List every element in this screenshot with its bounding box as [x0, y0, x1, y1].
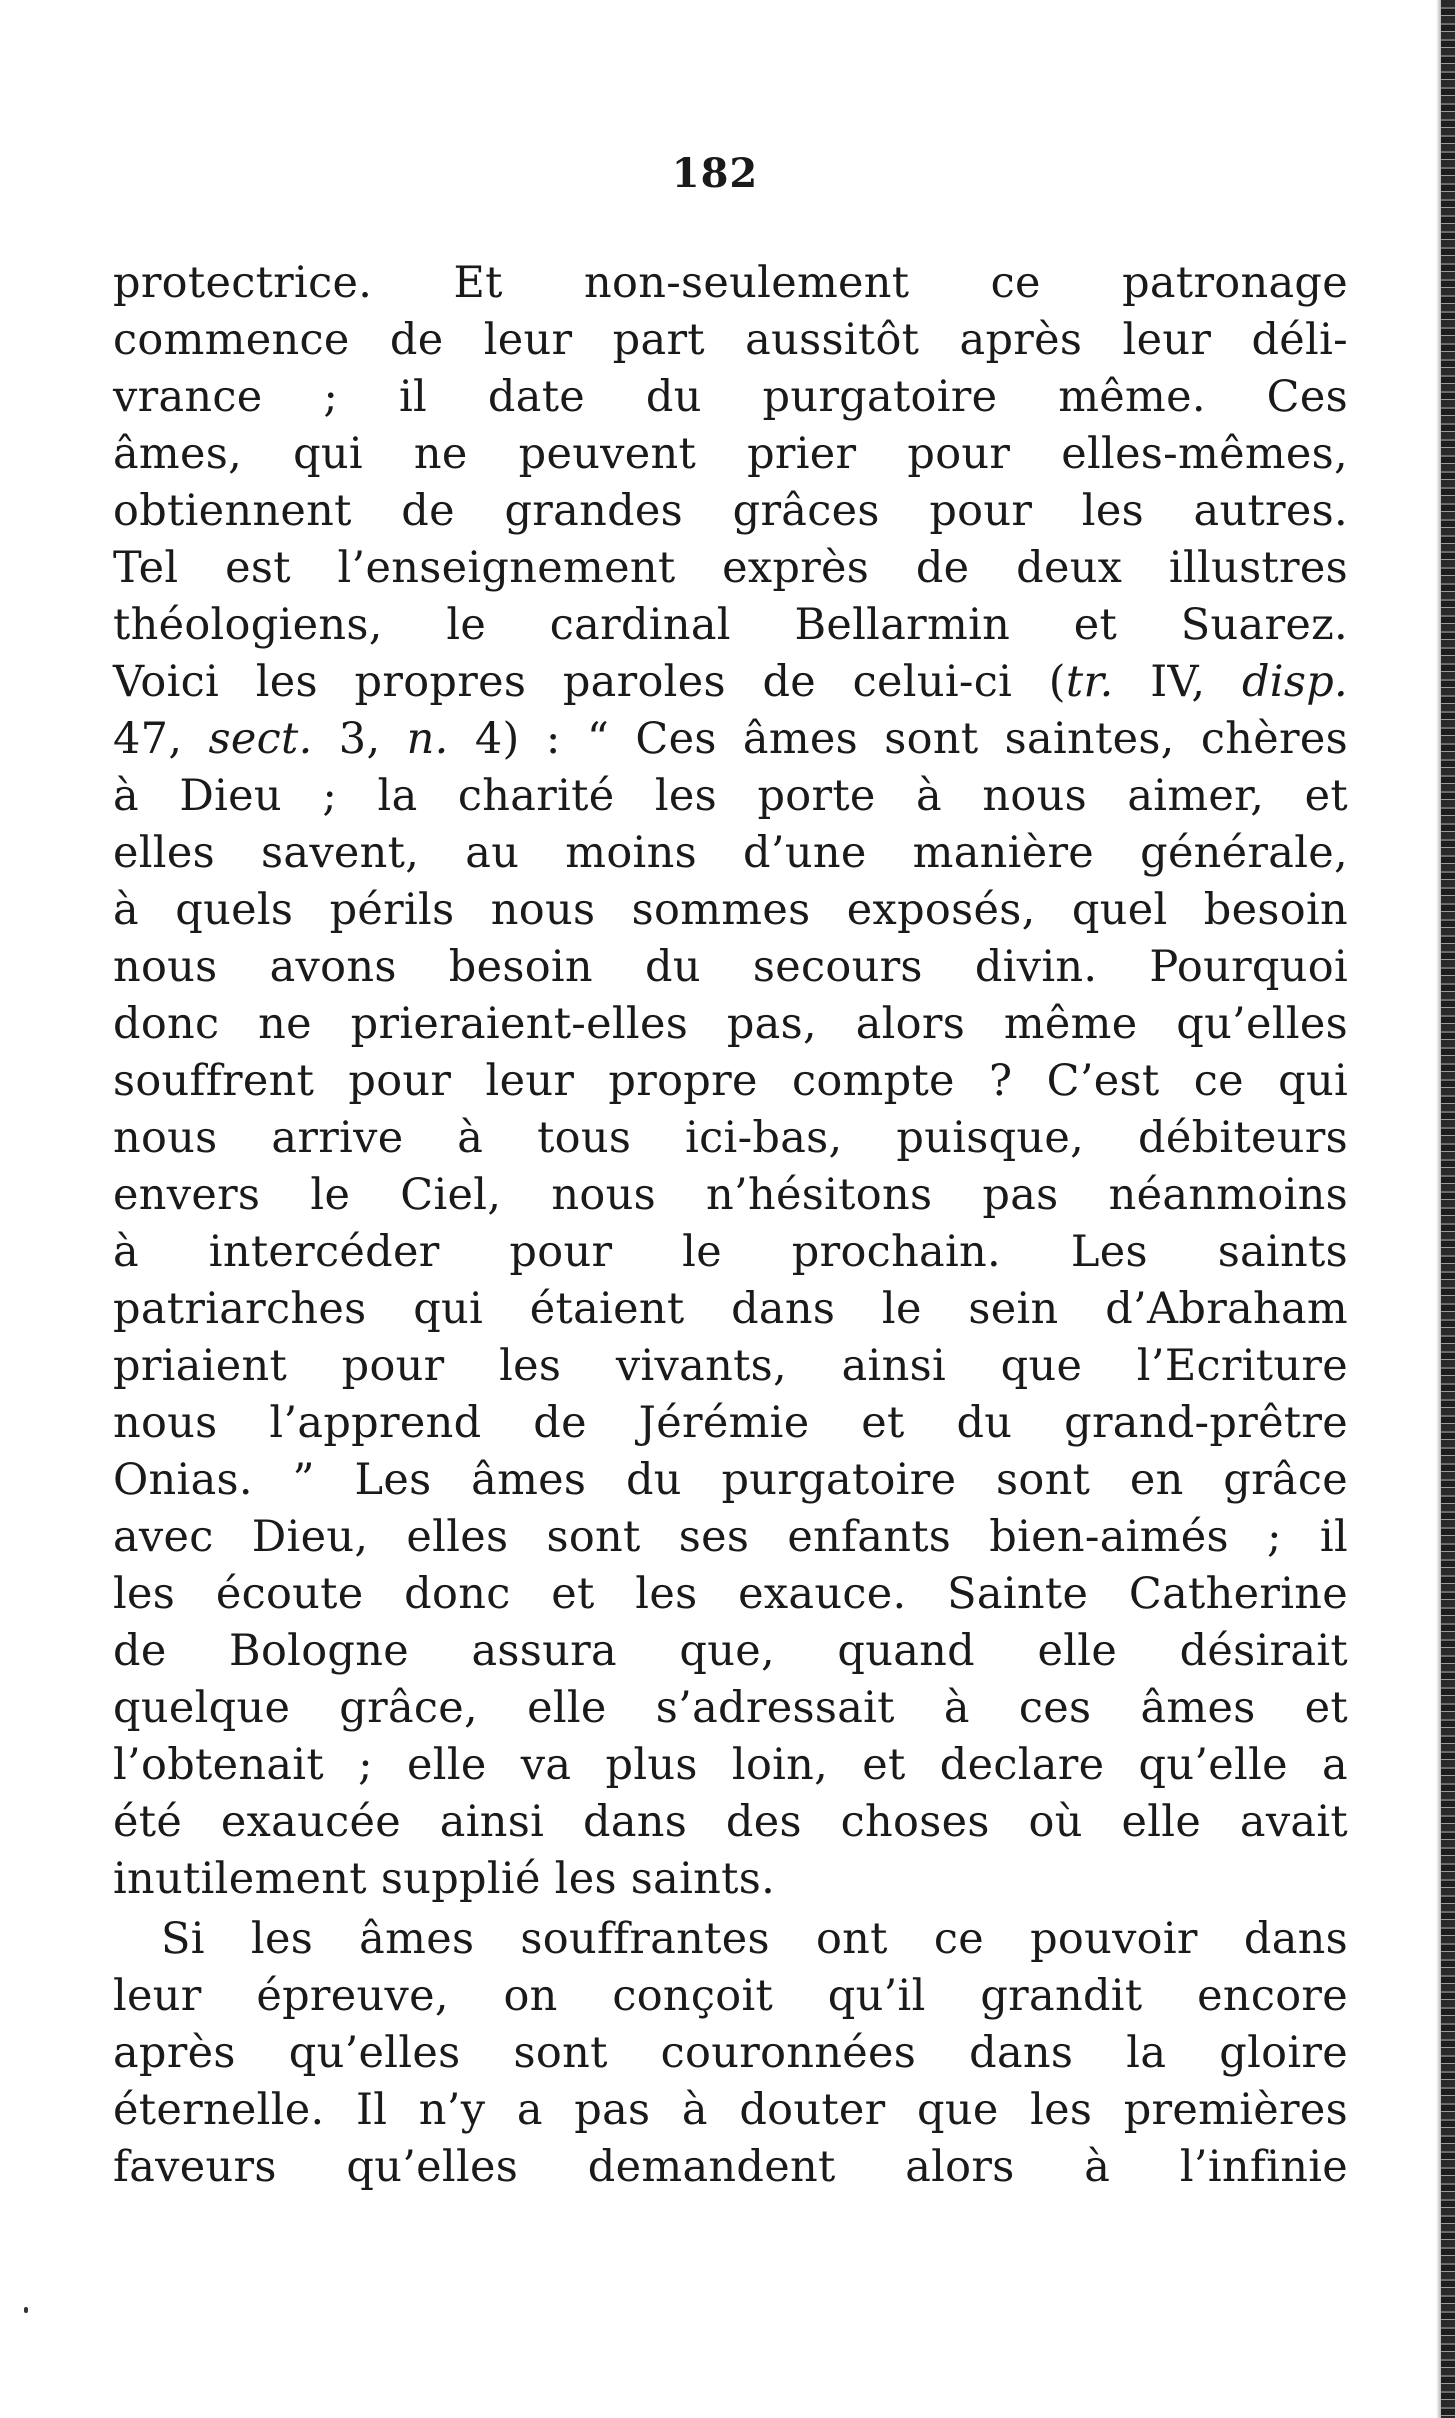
text-line-26: quelque grâce, elle s’adressait à ces âmes et: [113, 1683, 1348, 1733]
text-line-14: donc ne prieraient-elles pas, alors même qu’elles: [113, 999, 1348, 1049]
text-line-4: âmes, qui ne peuvent prier pour elles-mêmes,: [113, 429, 1348, 479]
citation-sect: sect.: [208, 714, 313, 764]
text-line-13: nous avons besoin du secours divin. Pourquoi: [113, 942, 1348, 992]
page-binding-edge: [1441, 0, 1455, 2418]
text-line-24: les écoute donc et les exauce. Sainte Catherine: [113, 1569, 1348, 1619]
text-line-9-start: 47,: [113, 714, 209, 764]
ink-speck: [24, 2307, 28, 2313]
text-line-10: à Dieu ; la charité les porte à nous aimer, et: [113, 771, 1348, 821]
text-line-2: commence de leur part aussitôt après leur déli-: [113, 315, 1348, 365]
text-line-33: éternelle. Il n’y a pas à douter que les premières: [113, 2085, 1348, 2135]
text-line-28: été exaucée ainsi dans des choses où elle avait: [113, 1797, 1348, 1847]
citation-section-number: 3,: [312, 714, 407, 764]
text-line-11: elles savent, au moins d’une manière générale,: [113, 828, 1348, 878]
text-line-15: souffrent pour leur propre compte ? C’est ce qui: [113, 1056, 1348, 1106]
body-text: [113, 255, 1348, 2196]
text-line-8-start: Voici les propres paroles de celui-ci (: [113, 657, 1066, 707]
text-line-3: vrance ; il date du purgatoire même. Ces: [113, 372, 1348, 422]
text-line-18: à intercéder pour le prochain. Les saints: [113, 1227, 1348, 1277]
text-line-1: protectrice. Et non-seulement ce patronage: [113, 258, 1348, 308]
citation-disp: disp.: [1241, 657, 1349, 707]
citation-volume: IV,: [1113, 657, 1242, 707]
text-line-7: théologiens, le cardinal Bellarmin et Suarez.: [113, 600, 1348, 650]
text-line-23: avec Dieu, elles sont ses enfants bien-aimés ; il: [113, 1512, 1348, 1562]
page-number: 182: [671, 150, 759, 197]
text-line-9: [113, 711, 1348, 768]
text-line-27: l’obtenait ; elle va plus loin, et declare qu’elle a: [113, 1740, 1348, 1790]
text-line-34: faveurs qu’elles demandent alors à l’infinie: [113, 2142, 1348, 2192]
text-line-8: [113, 654, 1348, 711]
text-line-12: à quels périls nous sommes exposés, quel besoin: [113, 885, 1348, 935]
text-line-16: nous arrive à tous ici-bas, puisque, débiteurs: [113, 1113, 1348, 1163]
text-line-32: après qu’elles sont couronnées dans la gloire: [113, 2028, 1348, 2078]
text-line-21: nous l’apprend de Jérémie et du grand-prêtre: [113, 1398, 1348, 1448]
text-line-19: patriarches qui étaient dans le sein d’Abraham: [113, 1284, 1348, 1334]
text-line-9-rest: 4) : “ Ces âmes sont saintes, chères: [448, 714, 1348, 764]
text-line-31: leur épreuve, on conçoit qu’il grandit encore: [113, 1971, 1348, 2021]
text-line-5: obtiennent de grandes grâces pour les autres.: [113, 486, 1348, 536]
citation-tr: tr.: [1065, 657, 1114, 707]
citation-n: n.: [406, 714, 449, 764]
text-line-29: inutilement supplié les saints.: [113, 1854, 776, 1904]
text-line-25: de Bologne assura que, quand elle désirait: [113, 1626, 1348, 1676]
text-line-17: envers le Ciel, nous n’hésitons pas néanmoins: [113, 1170, 1348, 1220]
text-line-30: Si les âmes souffrantes ont ce pouvoir dans: [161, 1914, 1348, 1964]
text-line-6: Tel est l’enseignement exprès de deux illustres: [113, 543, 1348, 593]
text-line-22: Onias. ” Les âmes du purgatoire sont en grâce: [113, 1455, 1348, 1505]
text-line-20: priaient pour les vivants, ainsi que l’Ecriture: [113, 1341, 1348, 1391]
